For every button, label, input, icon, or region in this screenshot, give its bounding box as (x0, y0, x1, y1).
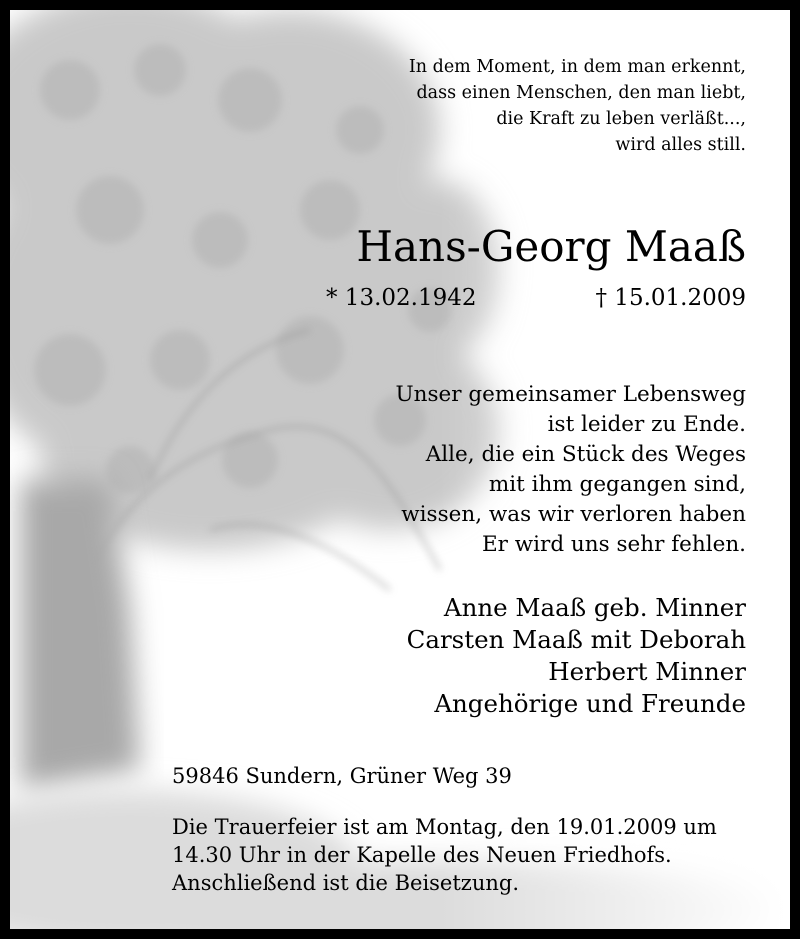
poem-line: Unser gemeinsamer Lebensweg (395, 382, 746, 407)
mourners-list (407, 592, 746, 720)
funeral-line: Anschließend ist die Beisetzung. (172, 871, 520, 895)
quote-line: In dem Moment, in dem man erkennt, (408, 57, 746, 77)
opening-quote (409, 54, 746, 158)
birth-date: * 13.02.1942 (326, 285, 477, 311)
poem-line: Alle, die ein Stück des Weges (425, 442, 746, 467)
funeral-line: 14.30 Uhr in der Kapelle des Neuen Friedhofs. (172, 843, 672, 867)
quote-line: dass einen Menschen, den man liebt, (416, 83, 746, 103)
poem-line: ist leider zu Ende. (547, 412, 746, 437)
poem-line: Er wird uns sehr fehlen. (481, 532, 746, 557)
poem-line: mit ihm gegangen sind, (488, 472, 746, 497)
funeral-details (172, 813, 748, 897)
mourner-name: Anne Maaß geb. Minner (443, 593, 746, 622)
quote-line: die Kraft zu leben verläßt..., (496, 109, 746, 129)
mourner-name: Angehörige und Freunde (434, 689, 746, 718)
funeral-line: Die Trauerfeier ist am Montag, den 19.01.2009 um (172, 815, 717, 839)
notice-content (10, 10, 790, 929)
poem-line: wissen, was wir verloren haben (401, 502, 746, 527)
deceased-name: Hans-Georg Maaß (356, 222, 746, 271)
family-address: 59846 Sundern, Grüner Weg 39 (172, 764, 512, 788)
quote-line: wird alles still. (615, 135, 746, 155)
death-date: † 15.01.2009 (595, 285, 746, 311)
mourner-name: Herbert Minner (548, 657, 746, 686)
life-dates (326, 282, 746, 314)
mourner-name: Carsten Maaß mit Deborah (406, 625, 746, 654)
memorial-poem (396, 380, 747, 560)
